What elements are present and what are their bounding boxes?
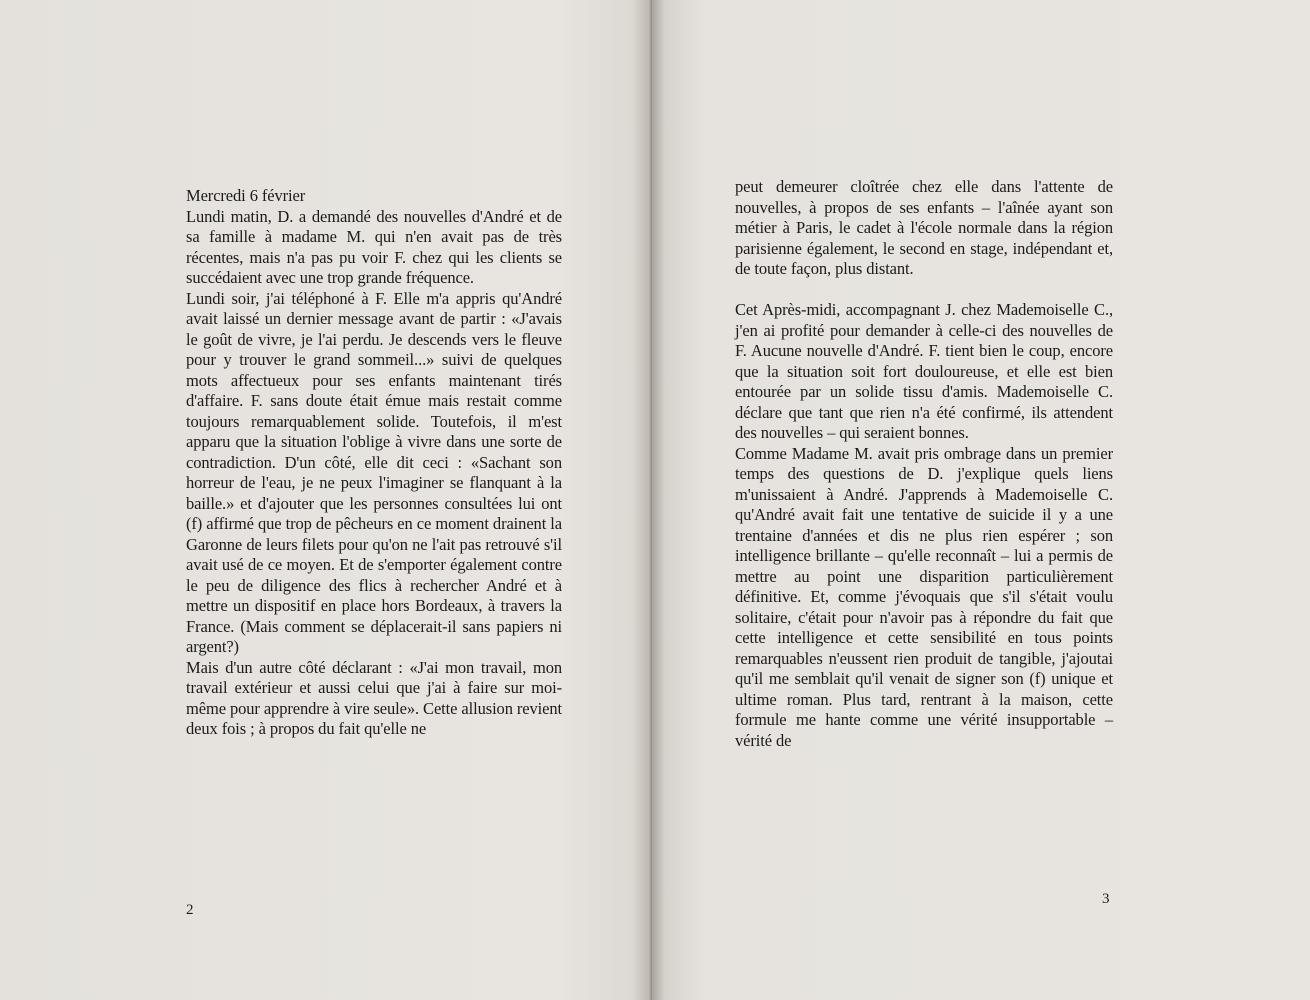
left-page-text [186, 186, 562, 740]
left-paragraph-2: Lundi soir, j'ai téléphoné à F. Elle m'a appris qu'André avait laissé un dernier message avant de partir : «J'avais le goût de vivre, je l'ai perdu. Je descends vers le fleuve pour y trouver le grand sommeil...» suivi de quelques mots affectueux pour ses enfants maintenant tirés d'affaire. F. sans doute était émue mais restait comme toujours remarquablement solide. Toutefois, il m'est apparu que la situation l'oblige à vivre dans une sorte de contradiction. D'un côté, elle dit ceci : «Sachant son horreur de l'eau, je ne peux l'imaginer se flanquant à la baille.» et d'ajouter que les personnes consultées lui ont (f) affirmé que trop de pêcheurs en ce moment drainent la Garonne de leurs filets pour qu'on ne l'ait pas retrouvé s'il avait usé de ce moyen. Et de s'emporter également contre le peu de diligence des flics à rechercher André et à mettre un dispositif en place hors Bordeaux, à travers la France. (Mais comment se déplacerait-il sans papiers ni argent?) [186, 288, 562, 656]
page-number-left: 2 [186, 902, 194, 918]
entry-date-heading: Mercredi 6 février [186, 186, 306, 205]
right-paragraph-3: Comme Madame M. avait pris ombrage dans un premier temps des questions de D. j'explique quels liens m'unissaient à André. J'apprends à Mademoiselle C. qu'André avait fait une tentative de suicide il y a une trentaine d'années et dis ne plus rien espérer ; son intelligence brillante – qu'elle reconnaît – lui a permis de mettre au point une disparition particulièrement définitive. Et, comme j'évoquais que s'il s'était voulu solitaire, c'était pour n'avoir pas à répondre du fait que cette intelligence et cette sensibilité en tous points remarquables n'eussent rien produit de tangible, j'ajoutai qu'il me semblait qu'il venait de signer son (f) unique et ultime roman. Plus tard, rentrant à la maison, cette formule me hante comme une vérité insupportable – vérité de [735, 443, 1113, 750]
right-paragraph-2: Cet Après-midi, accompagnant J. chez Mademoiselle C., j'en ai profité pour demander à celle-ci des nouvelles de F. Aucune nouvelle d'André. F. tient bien le coup, encore que la situation soit fort douloureuse, et elle est bien entourée par un solide tissu d'amis. Mademoiselle C. déclare que tant que rien n'a été confirmé, ils attendent des nouvelles – qui seraient bonnes. [735, 300, 1113, 442]
page-number-right: 3 [1102, 891, 1110, 907]
left-paragraph-1: Lundi matin, D. a demandé des nouvelles d'André et de sa famille à madame M. qui n'en avait pas de très récentes, mais n'a pas pu voir F. chez qui les clients se succédaient avec une trop grande fréquence. [186, 206, 562, 287]
left-paragraph-3: Mais d'un autre côté déclarant : «J'ai mon travail, mon travail extérieur et aussi celui que j'ai à faire sur moi-même pour apprendre à vire seule». Cette allusion revient deux fois ; à propos du fait qu'elle ne [186, 657, 562, 738]
right-paragraph-1: peut demeurer cloîtrée chez elle dans l'attente de nouvelles, à propos de ses enfants – l'aînée ayant son métier à Paris, le cadet à l'école normale dans la région parisienne également, le second en stage, indépendant et, de toute façon, plus distant. [735, 177, 1113, 278]
left-page [0, 0, 652, 1000]
right-page-text [735, 177, 1113, 751]
